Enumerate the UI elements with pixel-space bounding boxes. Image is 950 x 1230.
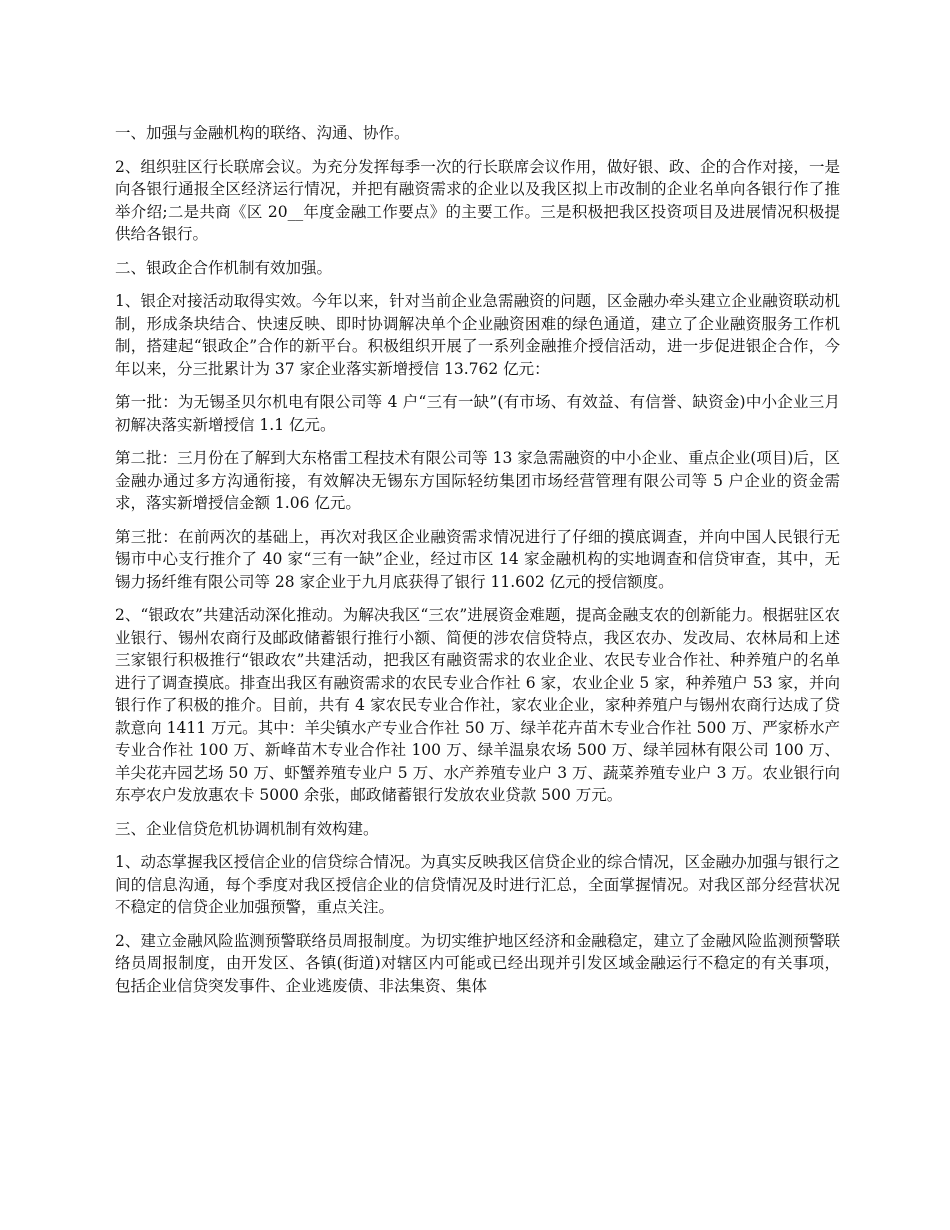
paragraph-credit-monitoring: 1、动态掌握我区授信企业的信贷综合情况。为真实反映我区信贷企业的综合情况，区金融办加强与银行之间的信息沟通，每个季度对我区授信企业的信贷情况及时进行汇总，全面掌握情况。对我区部分经营状况不稳定的信贷企业加强预警，重点关注。 [115, 853, 840, 916]
paragraph-third-batch: 第三批：在前两次的基础上，再次对我区企业融资需求情况进行了仔细的摸底调查，并向中国人民银行无锡市中心支行推介了 40 家“三有一缺”企业，经过市区 14 家金融机构的实地调查和信贷审查，其中，无锡力扬纤维有限公司等 28 家企业于九月底获得了银行 11.602 亿元的授信额度。 [115, 527, 840, 591]
section-heading-2: 二、银政企合作机制有效加强。 [115, 258, 333, 277]
section-heading-1: 一、加强与金融机构的联络、沟通、协作。 [115, 124, 410, 142]
paragraph-second-batch: 第二批：三月份在了解到大东格雷工程技术有限公司等 13 家急需融资的中小企业、重点企业(项目)后，区金融办通过多方沟通衔接，有效解决无锡东方国际轻纺集团市场经营管理有限公司等 5 户企业的资金需求，落实新增授信金额 1.06 亿元。 [115, 449, 840, 512]
document-body [115, 122, 840, 1008]
paragraph-bank-president-meeting: 2、组织驻区行长联席会议。为充分发挥每季一次的行长联席会议作用，做好银、政、企的合作对接，一是向各银行通报全区经济运行情况，并把有融资需求的企业以及我区拟上市改制的企业名单向各银行作了推举介绍;二是共商《区 20__年度金融工作要点》的主要工作。三是积极把我区投资项目及进展情况积极提供给各银行。 [115, 157, 840, 243]
paragraph-risk-warning: 2、建立金融风险监测预警联络员周报制度。为切实维护地区经济和金融稳定，建立了金融风险监测预警联络员周报制度，由开发区、各镇(街道)对辖区内可能或已经出现并引发区域金融运行不稳定的有关事项，包括企业信贷突发事件、企业逃废债、非法集资、集体 [115, 931, 840, 995]
paragraph-bank-gov-agri: 2、“银政农”共建活动深化推动。为解决我区“三农”进展资金难题，提高金融支农的创新能力。根据驻区农业银行、锡州农商行及邮政储蓄银行推行小额、简便的涉农信贷特点，我区农办、发改局、农林局和上述三家银行积极推行“银政农”共建活动，把我区有融资需求的农业企业、农民专业合作社、种养殖户的名单进行了调查摸底。排查出我区有融资需求的农民专业合作社 6 家，农业企业 5 家，种养殖户 53 家，并向银行作了积极的推介。目前，共有 4 家农民专业合作社，家农业企业，家种养殖户与锡州农商行达成了贷款意向 1411 万元。其中：羊尖镇水产专业合作社 50 万、绿羊花卉苗木专业合作社 500 万、严家桥水产专业合作社 100 万、新峰苗木专业合作社 100 万、绿羊温泉农场 500 万、绿羊园林有限公司 100 万、羊尖花卉园艺场 50 万、虾蟹养殖专业户 5 万、水产养殖专业户 3 万、蔬菜养殖专业户 3 万。农业银行向东亭农户发放惠农卡 5000 余张，邮政储蓄银行发放农业贷款 500 万元。 [115, 606, 840, 804]
paragraph-first-batch: 第一批：为无锡圣贝尔机电有限公司等 4 户“三有一缺”(有市场、有效益、有信誉、缺资金)中小企业三月初解决落实新增授信 1.1 亿元。 [115, 393, 840, 434]
section-heading-3: 三、企业信贷危机协调机制有效构建。 [115, 819, 379, 838]
paragraph-bank-enterprise-docking: 1、银企对接活动取得实效。今年以来，针对当前企业急需融资的问题，区金融办牵头建立企业融资联动机制，形成条块结合、快速反映、即时协调解决单个企业融资困难的绿色通道，建立了企业融资服务工作机制，搭建起“银政企”合作的新平台。积极组织开展了一系列金融推介授信活动，进一步促进银企合作，今年以来，分三批累计为 37 家企业落实新增授信 13.762 亿元： [115, 292, 840, 378]
